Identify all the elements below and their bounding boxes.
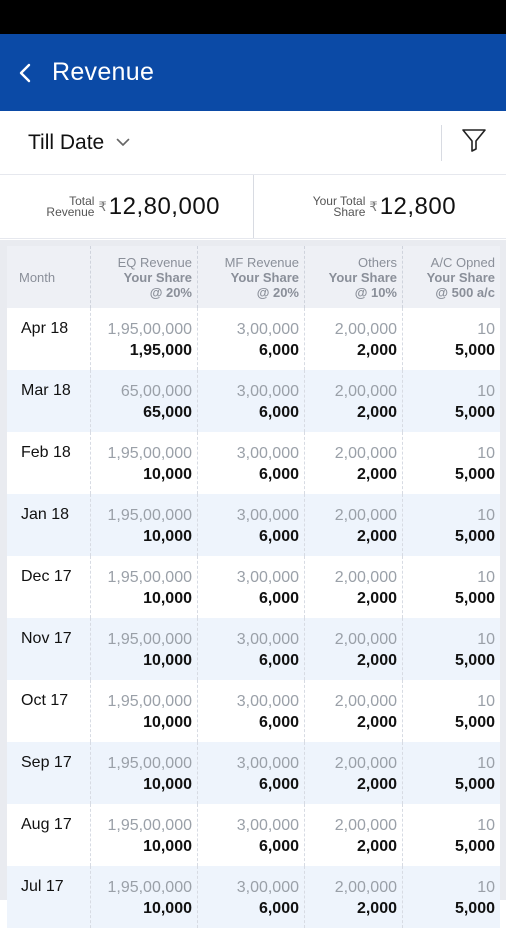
ac-opened-cell: [403, 494, 500, 556]
ac-opened-cell: [403, 370, 500, 432]
month-label: Jul 17: [21, 878, 64, 896]
ac-share-value: 5,000: [455, 898, 495, 919]
label-line: Share: [303, 207, 365, 218]
mf-share-value: 6,000: [259, 526, 299, 547]
month-label: Feb 18: [21, 444, 71, 462]
mf-revenue-value: 3,00,000: [237, 629, 299, 650]
column-subtitle: Your Share: [329, 270, 397, 285]
eq-share-value: 10,000: [143, 898, 192, 919]
month-label: Aug 17: [21, 816, 72, 834]
others-share-value: 2,000: [357, 526, 397, 547]
page-title: Revenue: [52, 58, 154, 87]
eq-share-value: 10,000: [143, 836, 192, 857]
eq-revenue-value: 1,95,00,000: [107, 691, 192, 712]
mf-share-value: 6,000: [259, 650, 299, 671]
revenue-table-container[interactable]: [0, 240, 506, 900]
table-header: [7, 246, 500, 308]
others-cell: [305, 432, 403, 494]
others-share-value: 2,000: [357, 650, 397, 671]
mf-share-value: 6,000: [259, 836, 299, 857]
column-title: Month: [19, 270, 55, 285]
mf-revenue-value: 3,00,000: [237, 381, 299, 402]
column-subtitle: @ 20%: [257, 285, 299, 300]
column-header-others: [305, 246, 403, 308]
mf-revenue-cell: [198, 866, 305, 928]
ac-opened-value: 10: [477, 381, 495, 402]
table-row[interactable]: [7, 618, 500, 680]
month-cell: [7, 618, 91, 680]
total-revenue-value: 12,80,000: [109, 193, 220, 221]
others-cell: [305, 618, 403, 680]
mf-revenue-cell: [198, 680, 305, 742]
mf-revenue-cell: [198, 556, 305, 618]
ac-opened-value: 10: [477, 443, 495, 464]
ac-opened-cell: [403, 308, 500, 370]
period-dropdown[interactable]: [0, 131, 441, 155]
mf-revenue-cell: [198, 370, 305, 432]
eq-revenue-value: 1,95,00,000: [107, 319, 192, 340]
status-bar: [0, 0, 506, 34]
mf-share-value: 6,000: [259, 464, 299, 485]
others-cell: [305, 370, 403, 432]
ac-opened-value: 10: [477, 691, 495, 712]
eq-revenue-cell: [91, 494, 198, 556]
eq-share-value: 65,000: [143, 402, 192, 423]
mf-revenue-cell: [198, 742, 305, 804]
mf-revenue-value: 3,00,000: [237, 691, 299, 712]
column-subtitle: Your Share: [427, 270, 495, 285]
others-value: 2,00,000: [335, 877, 397, 898]
eq-share-value: 10,000: [143, 712, 192, 733]
others-share-value: 2,000: [357, 836, 397, 857]
others-cell: [305, 804, 403, 866]
ac-share-value: 5,000: [455, 712, 495, 733]
ac-opened-cell: [403, 618, 500, 680]
ac-share-value: 5,000: [455, 340, 495, 361]
table-row[interactable]: [7, 804, 500, 866]
mf-revenue-value: 3,00,000: [237, 815, 299, 836]
mf-revenue-value: 3,00,000: [237, 753, 299, 774]
back-icon[interactable]: [18, 60, 38, 86]
table-row[interactable]: [7, 742, 500, 804]
ac-opened-cell: [403, 680, 500, 742]
column-header-mf-revenue: [198, 246, 305, 308]
eq-share-value: 10,000: [143, 774, 192, 795]
ac-share-value: 5,000: [455, 650, 495, 671]
ac-opened-cell: [403, 742, 500, 804]
eq-revenue-value: 65,00,000: [121, 381, 192, 402]
eq-revenue-cell: [91, 804, 198, 866]
ac-opened-value: 10: [477, 505, 495, 526]
month-cell: [7, 680, 91, 742]
column-header-month: [7, 246, 91, 308]
month-label: Jan 18: [21, 506, 69, 524]
eq-share-value: 10,000: [143, 464, 192, 485]
ac-opened-value: 10: [477, 877, 495, 898]
column-subtitle: Your Share: [124, 270, 192, 285]
month-label: Apr 18: [21, 320, 68, 338]
column-subtitle: @ 500 a/c: [435, 285, 495, 300]
ac-share-value: 5,000: [455, 464, 495, 485]
eq-revenue-cell: [91, 370, 198, 432]
column-header-eq-revenue: [91, 246, 198, 308]
eq-revenue-value: 1,95,00,000: [107, 753, 192, 774]
others-share-value: 2,000: [357, 898, 397, 919]
others-share-value: 2,000: [357, 588, 397, 609]
others-cell: [305, 494, 403, 556]
table-row[interactable]: [7, 308, 500, 370]
ac-opened-cell: [403, 432, 500, 494]
column-subtitle: @ 20%: [150, 285, 192, 300]
others-value: 2,00,000: [335, 629, 397, 650]
others-share-value: 2,000: [357, 340, 397, 361]
eq-revenue-value: 1,95,00,000: [107, 815, 192, 836]
month-label: Oct 17: [21, 692, 68, 710]
eq-revenue-cell: [91, 432, 198, 494]
total-revenue-label: [32, 196, 94, 218]
rupee-icon: ₹: [98, 199, 106, 215]
eq-share-value: 1,95,000: [130, 340, 192, 361]
others-value: 2,00,000: [335, 753, 397, 774]
mf-share-value: 6,000: [259, 774, 299, 795]
eq-revenue-cell: [91, 866, 198, 928]
mf-revenue-value: 3,00,000: [237, 443, 299, 464]
column-title: A/C Opned: [431, 255, 495, 270]
filter-icon: [461, 127, 487, 158]
others-cell: [305, 308, 403, 370]
mf-share-value: 6,000: [259, 340, 299, 361]
eq-revenue-cell: [91, 556, 198, 618]
others-cell: [305, 680, 403, 742]
column-subtitle: @ 10%: [355, 285, 397, 300]
mf-revenue-value: 3,00,000: [237, 319, 299, 340]
table-row[interactable]: [7, 556, 500, 618]
eq-revenue-value: 1,95,00,000: [107, 877, 192, 898]
filter-button[interactable]: [442, 127, 506, 158]
mf-revenue-value: 3,00,000: [237, 567, 299, 588]
ac-share-value: 5,000: [455, 588, 495, 609]
eq-revenue-cell: [91, 680, 198, 742]
month-cell: [7, 804, 91, 866]
column-title: Others: [358, 255, 397, 270]
chevron-down-icon: [116, 138, 130, 147]
table-row[interactable]: [7, 494, 500, 556]
ac-share-value: 5,000: [455, 402, 495, 423]
others-value: 2,00,000: [335, 319, 397, 340]
mf-revenue-cell: [198, 804, 305, 866]
ac-opened-cell: [403, 866, 500, 928]
eq-share-value: 10,000: [143, 526, 192, 547]
others-share-value: 2,000: [357, 402, 397, 423]
others-value: 2,00,000: [335, 505, 397, 526]
mf-revenue-cell: [198, 494, 305, 556]
month-cell: [7, 556, 91, 618]
others-cell: [305, 866, 403, 928]
others-value: 2,00,000: [335, 381, 397, 402]
others-cell: [305, 742, 403, 804]
your-share-label: [303, 196, 365, 218]
ac-opened-value: 10: [477, 567, 495, 588]
others-value: 2,00,000: [335, 691, 397, 712]
eq-revenue-value: 1,95,00,000: [107, 505, 192, 526]
ac-share-value: 5,000: [455, 774, 495, 795]
total-revenue-summary: [0, 175, 253, 238]
month-label: Nov 17: [21, 630, 72, 648]
column-title: EQ Revenue: [118, 255, 192, 270]
mf-revenue-cell: [198, 432, 305, 494]
rupee-icon: ₹: [369, 199, 377, 215]
eq-revenue-value: 1,95,00,000: [107, 443, 192, 464]
mf-revenue-cell: [198, 308, 305, 370]
eq-revenue-cell: [91, 308, 198, 370]
ac-opened-value: 10: [477, 319, 495, 340]
month-cell: [7, 494, 91, 556]
mf-share-value: 6,000: [259, 898, 299, 919]
label-line: Your Total: [303, 196, 365, 207]
others-share-value: 2,000: [357, 712, 397, 733]
ac-opened-cell: [403, 804, 500, 866]
month-label: Mar 18: [21, 382, 71, 400]
month-cell: [7, 742, 91, 804]
label-line: Total: [32, 196, 94, 207]
eq-share-value: 10,000: [143, 588, 192, 609]
column-subtitle: Your Share: [231, 270, 299, 285]
your-share-summary: [253, 175, 506, 238]
period-label: Till Date: [28, 131, 104, 155]
table-row[interactable]: [7, 680, 500, 742]
others-value: 2,00,000: [335, 567, 397, 588]
ac-share-value: 5,000: [455, 526, 495, 547]
month-label: Dec 17: [21, 568, 72, 586]
others-share-value: 2,000: [357, 774, 397, 795]
summary-bar: [0, 175, 506, 239]
table-body: [7, 308, 500, 928]
ac-opened-value: 10: [477, 629, 495, 650]
mf-revenue-value: 3,00,000: [237, 877, 299, 898]
ac-opened-value: 10: [477, 753, 495, 774]
mf-share-value: 6,000: [259, 712, 299, 733]
filter-row: [0, 111, 506, 175]
label-line: Revenue: [32, 207, 94, 218]
eq-share-value: 10,000: [143, 650, 192, 671]
table-row[interactable]: [7, 866, 500, 928]
mf-revenue-value: 3,00,000: [237, 505, 299, 526]
month-label: Sep 17: [21, 754, 72, 772]
others-cell: [305, 556, 403, 618]
table-row[interactable]: [7, 432, 500, 494]
ac-opened-value: 10: [477, 815, 495, 836]
mf-share-value: 6,000: [259, 588, 299, 609]
month-cell: [7, 432, 91, 494]
month-cell: [7, 370, 91, 432]
your-share-value: 12,800: [380, 193, 456, 221]
table-row[interactable]: [7, 370, 500, 432]
eq-revenue-value: 1,95,00,000: [107, 629, 192, 650]
eq-revenue-value: 1,95,00,000: [107, 567, 192, 588]
month-cell: [7, 866, 91, 928]
ac-opened-cell: [403, 556, 500, 618]
others-value: 2,00,000: [335, 443, 397, 464]
month-cell: [7, 308, 91, 370]
app-bar: [0, 34, 506, 111]
mf-share-value: 6,000: [259, 402, 299, 423]
others-share-value: 2,000: [357, 464, 397, 485]
others-value: 2,00,000: [335, 815, 397, 836]
mf-revenue-cell: [198, 618, 305, 680]
column-title: MF Revenue: [225, 255, 299, 270]
eq-revenue-cell: [91, 618, 198, 680]
ac-share-value: 5,000: [455, 836, 495, 857]
eq-revenue-cell: [91, 742, 198, 804]
column-header-ac-opened: [403, 246, 500, 308]
revenue-table: [7, 246, 500, 928]
